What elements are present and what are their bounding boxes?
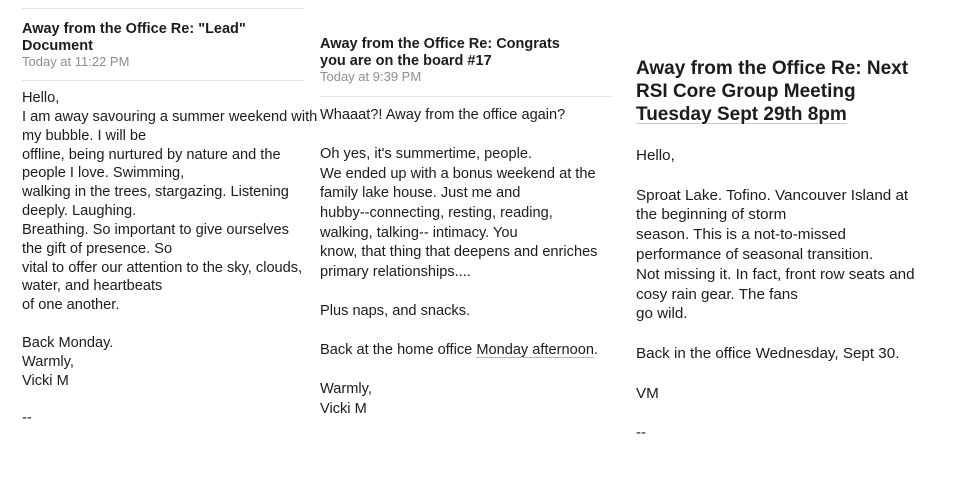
body-line — [22, 315, 317, 334]
body-line: Breathing. So important to give ourselves — [22, 221, 289, 238]
body-line — [22, 391, 317, 410]
body-line: VM — [636, 384, 659, 402]
body-line: walking, talking-- intimacy. You — [320, 224, 518, 241]
header-divider — [320, 96, 612, 97]
body-line-text: Back at the home office — [320, 342, 477, 359]
body-line: cosy rain gear. The fans — [636, 285, 798, 303]
body-line: Not missing it. In fact, front row seats and — [636, 265, 915, 283]
top-divider — [22, 8, 304, 9]
body-line — [636, 364, 915, 384]
subject-line: Away from the Office Re: Next — [636, 58, 909, 79]
email-subject — [636, 57, 926, 126]
body-line: Plus naps, and snacks. — [320, 302, 471, 319]
body-line: the gift of presence. So — [22, 240, 173, 257]
body-line: water, and heartbeats — [22, 278, 163, 295]
body-line: season. This is a not-to-missed — [636, 226, 846, 244]
email-body — [636, 146, 915, 443]
body-line: I am away savouring a summer weekend with — [22, 108, 318, 125]
body-line: performance of seasonal transition. — [636, 245, 874, 263]
subject-line: RSI Core Group Meeting — [636, 81, 856, 102]
email-subject — [320, 36, 560, 69]
body-line: We ended up with a bonus weekend at the — [320, 165, 596, 182]
body-line: Back in the office Wednesday, Sept 30. — [636, 344, 900, 362]
body-line: Warmly, — [22, 353, 74, 370]
body-line: Oh yes, it's summertime, people. — [320, 146, 533, 163]
email-body — [22, 89, 317, 428]
body-line: family lake house. Just me and — [320, 185, 521, 202]
signature-separator: -- — [22, 410, 32, 427]
body-line: the beginning of storm — [636, 206, 787, 224]
body-line: Warmly, — [320, 381, 372, 398]
body-line: hubby--connecting, resting, reading, — [320, 204, 553, 221]
body-line: Hello, — [636, 147, 675, 164]
email-timestamp: Today at 9:39 PM — [320, 69, 422, 84]
body-line: Back Monday. — [22, 334, 114, 351]
body-line: vital to offer our attention to the sky, clouds, — [22, 259, 303, 276]
body-line: Hello, — [22, 90, 60, 106]
date-link[interactable]: Monday afternoon — [476, 342, 594, 359]
body-line — [636, 324, 915, 344]
email-body — [320, 106, 598, 420]
header-divider — [22, 80, 304, 81]
body-line — [320, 322, 598, 342]
body-line: people I love. Swimming, — [22, 165, 185, 182]
subject-line: Away from the Office Re: "Lead" — [22, 21, 246, 37]
body-line: of one another. — [22, 297, 120, 314]
body-line: know, that thing that deepens and enriches — [320, 244, 598, 261]
body-line: Whaaat?! Away from the office again? — [320, 107, 566, 123]
body-line — [320, 282, 598, 302]
body-line: Vicki M — [320, 400, 367, 417]
signature-separator: -- — [636, 424, 647, 442]
body-line — [320, 361, 598, 381]
email-subject — [22, 21, 246, 54]
body-line — [636, 403, 915, 423]
body-line-suffix: . — [593, 342, 599, 359]
body-line: deeply. Laughing. — [22, 203, 137, 220]
subject-line: you are on the board #17 — [320, 52, 492, 69]
body-line — [320, 341, 598, 361]
body-line: walking in the trees, stargazing. Listening — [22, 184, 289, 201]
subject-line: Tuesday Sept 29th 8pm — [636, 104, 847, 125]
subject-line: Away from the Office Re: Congrats — [320, 36, 560, 52]
body-line — [636, 166, 915, 186]
email-timestamp: Today at 11:22 PM — [22, 54, 130, 69]
body-line: primary relationships.... — [320, 263, 471, 280]
body-line: Sproat Lake. Tofino. Vancouver Island at — [636, 186, 909, 204]
body-line: Vicki M — [22, 372, 69, 389]
body-line: offline, being nurtured by nature and the — [22, 146, 281, 163]
body-line — [320, 126, 598, 146]
subject-line: Document — [22, 37, 93, 54]
body-line: go wild. — [636, 305, 688, 323]
body-line: my bubble. I will be — [22, 127, 147, 144]
